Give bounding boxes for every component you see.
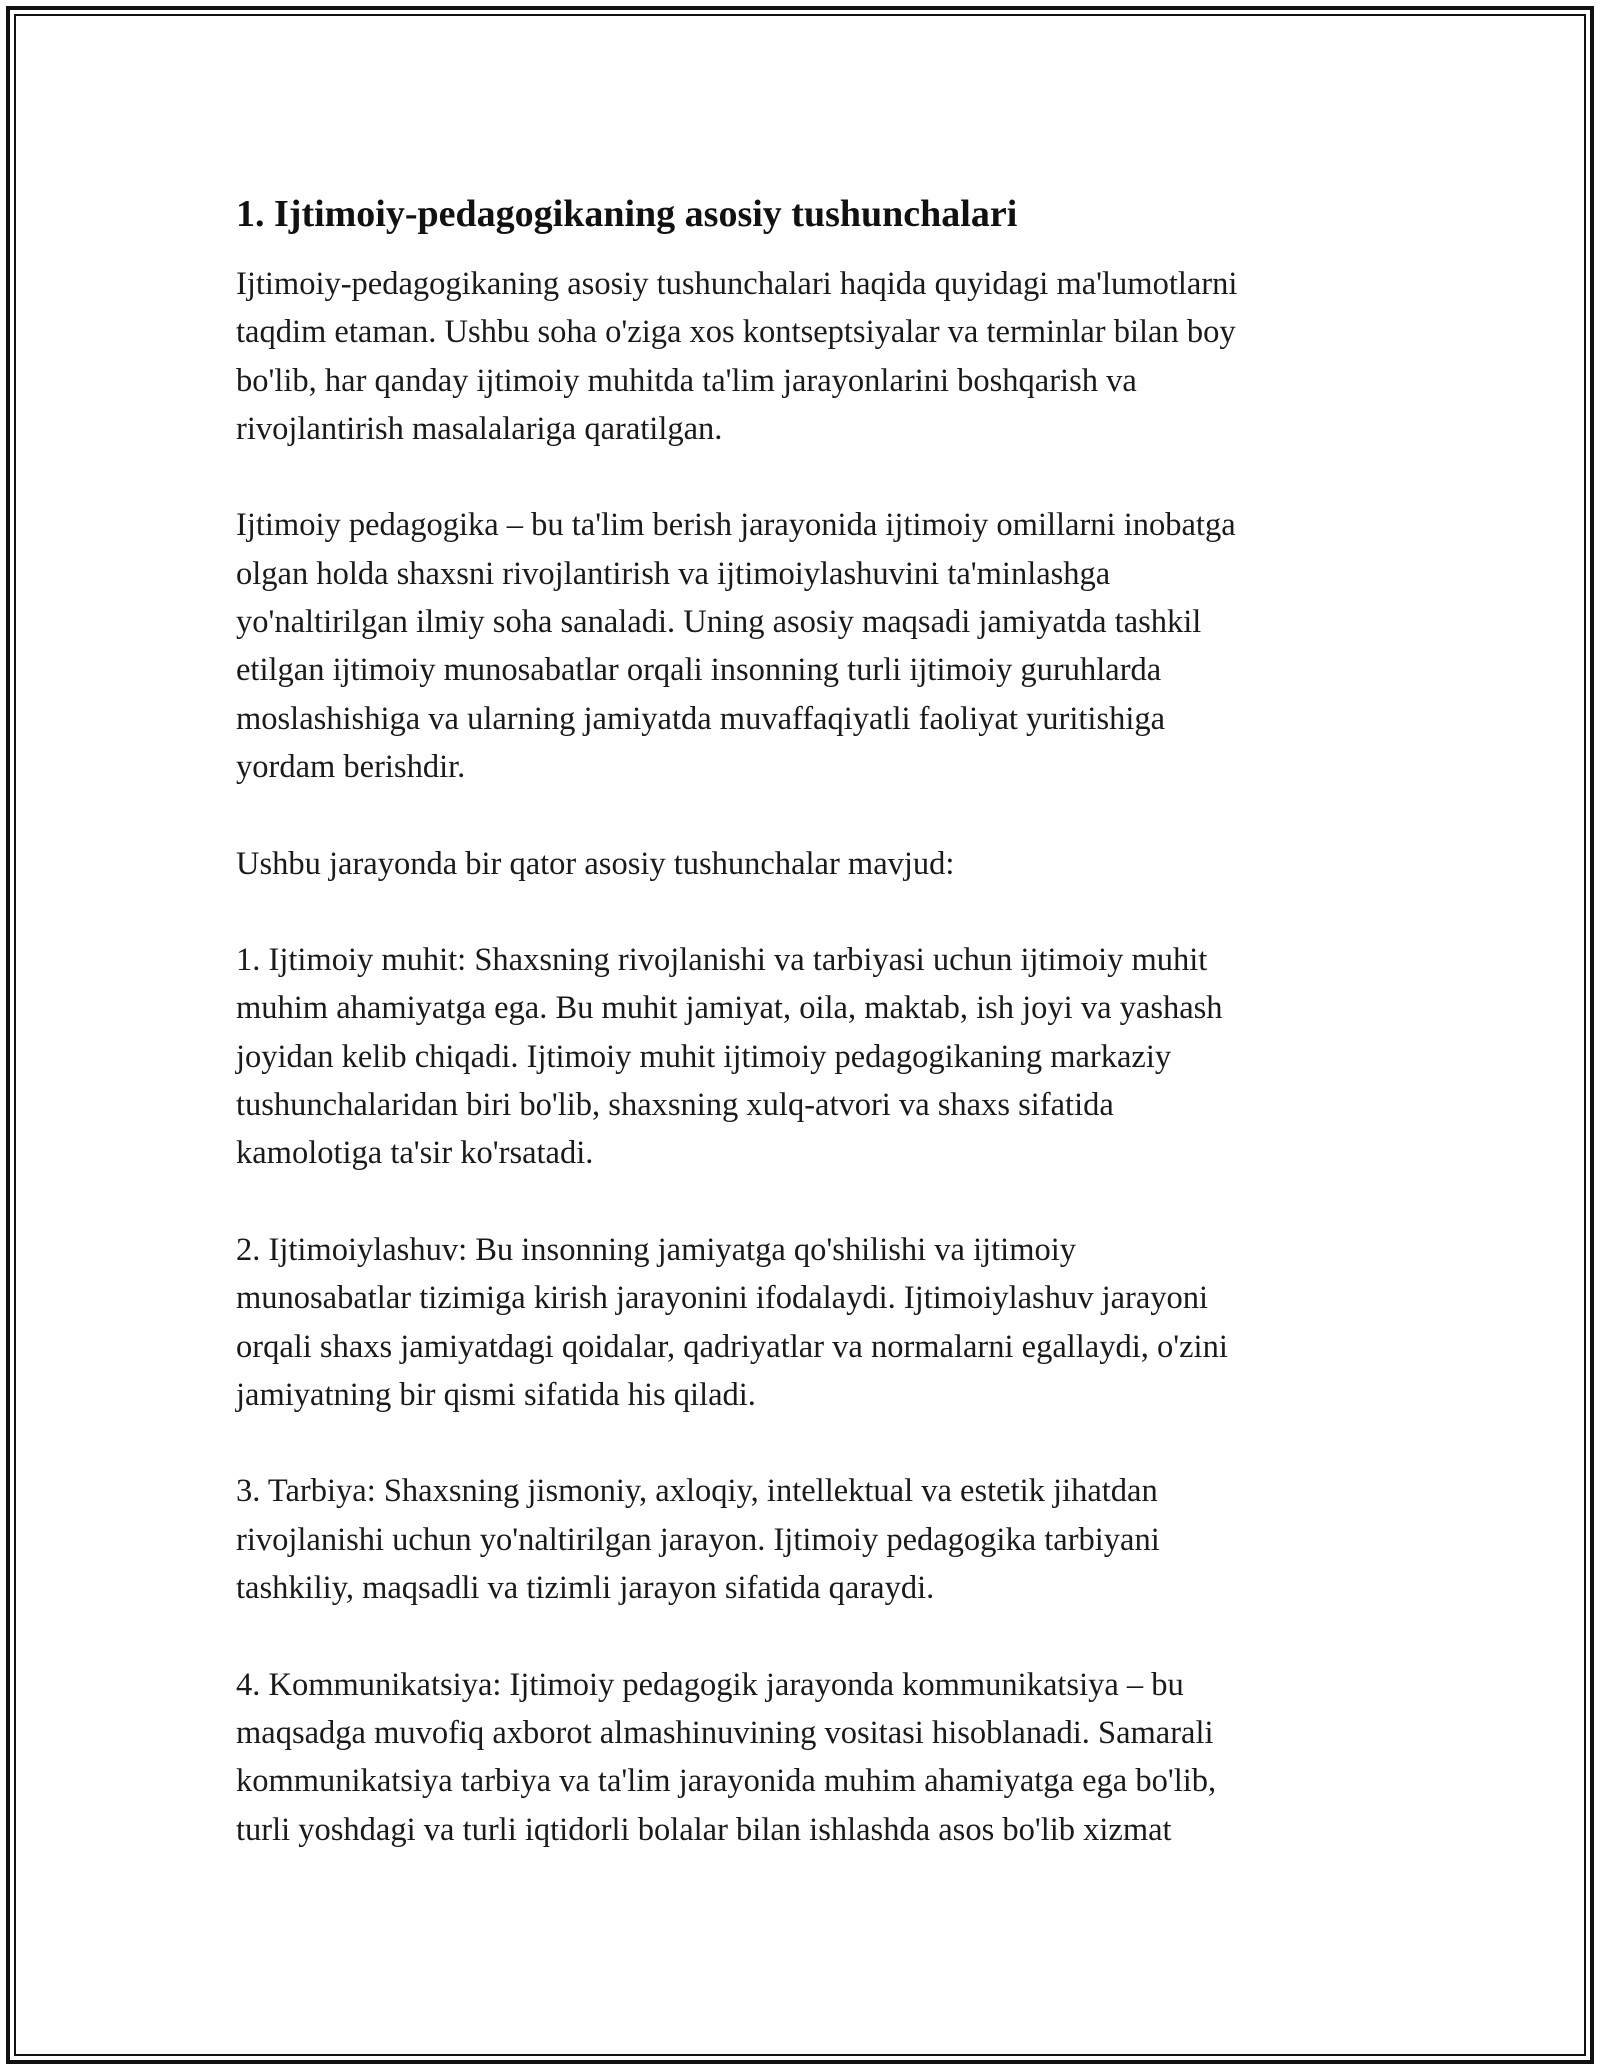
list-item-socialization: 2. Ijtimoiylashuv: Bu insonning jamiyatga qo'shilishi va ijtimoiy munosabatlar tizimiga kirish jarayonini ifodalaydi. Ijtimoiylashuv jarayoni orqali shaxs jamiyatdagi qoidalar, qadriyatlar va normalarni egallaydi, o'zini jamiyatning bir qismi sifatida his qiladi. [236,1231,1228,1413]
list-item-social-environment: 1. Ijtimoiy muhit: Shaxsning rivojlanishi va tarbiyasi uchun ijtimoiy muhit muhim ahamiyatga ega. Bu muhit jamiyat, oila, maktab, ish joyi va yashash joyidan kelib chiqadi. Ijtimoiy muhit ijtimoiy pedagogikaning markaziy tushunchalaridan biri bo'lib, shaxsning xulq-atvori va shaxs sifatida kamolotiga ta'sir ko'rsatadi. [236,942,1223,1172]
document-body [236,188,1376,1902]
list-item-communication: 4. Kommunikatsiya: Ijtimoiy pedagogik jarayonda kommunikatsiya – bu maqsadga muvofiq axborot almashinuvining vositasi hisoblanadi. Samarali kommunikatsiya tarbiya va ta'lim jarayonida muhim ahamiyatga ega bo'lib, turli yoshdagi va turli iqtidorli bolalar bilan ishlashda asos bo'lib xizmat [236,1666,1217,1848]
list-item-upbringing: 3. Tarbiya: Shaxsning jismoniy, axloqiy, intellektual va estetik jihatdan rivojlanishi uchun yo'naltirilgan jarayon. Ijtimoiy pedagogika tarbiyani tashkiliy, maqsadli va tizimli jarayon sifatida qaraydi. [236,1473,1160,1607]
section-heading: 1. Ijtimoiy-pedagogikaning asosiy tushunchalari [236,193,1018,235]
paragraph-definition: Ijtimoiy pedagogika – bu ta'lim berish jarayonida ijtimoiy omillarni inobatga olgan holda shaxsni rivojlantirish va ijtimoiylashuvini ta'minlashga yo'naltirilgan ilmiy soha sanaladi. Uning asosiy maqsadi jamiyatda tashkil etilgan ijtimoiy munosabatlar orqali insonning turli ijtimoiy guruhlarda moslashishiga va ularning jamiyatda muvaffaqiyatli faoliyat yuritishiga yordam berishdir. [236,507,1236,785]
paragraph-intro: Ijtimoiy-pedagogikaning asosiy tushunchalari haqida quyidagi ma'lumotlarni taqdim etaman. Ushbu soha o'ziga xos kontseptsiyalar va terminlar bilan boy bo'lib, har qanday ijtimoiy muhitda ta'lim jarayonlarini boshqarish va rivojlantirish masalalariga qaratilgan. [236,266,1238,447]
paragraph-list-intro: Ushbu jarayonda bir qator asosiy tushunchalar mavjud: [236,845,955,882]
